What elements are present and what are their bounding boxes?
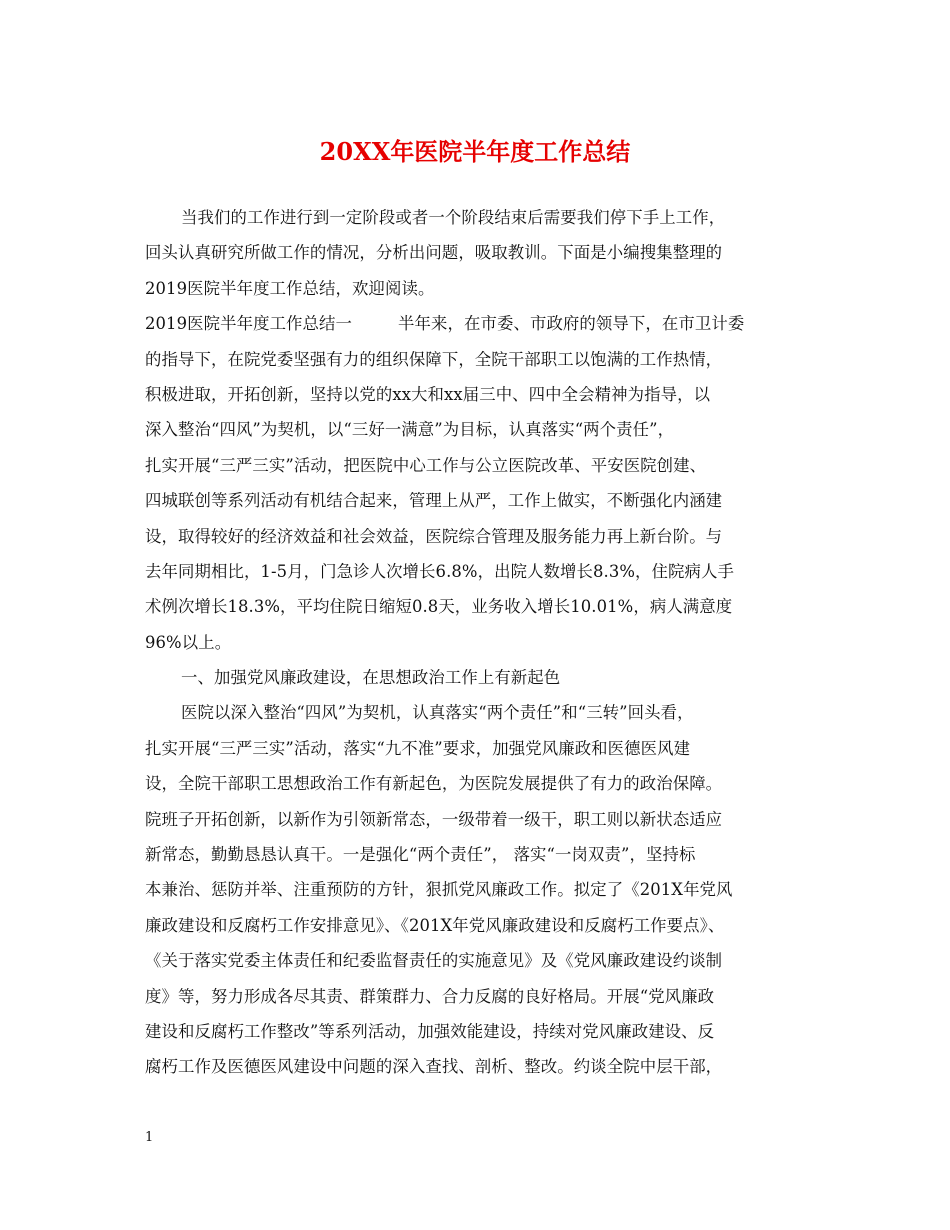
intro-line: 回头认真研究所做工作的情况，分析出问题，吸取教训。下面是小编搜集整理的 bbox=[145, 243, 723, 263]
summary-line: 96%以上。 bbox=[145, 632, 232, 652]
summary-line: 深入整治“四风”为契机，以“三好一满意”为目标，认真落实“两个责任”， bbox=[145, 420, 675, 440]
summary-line: 积极进取，开拓创新，坚持以党的xx大和xx届三中、四中全会精神为指导，以 bbox=[145, 384, 711, 404]
section-heading: 2019医院半年度工作总结一 bbox=[145, 314, 353, 334]
summary-line: 去年同期相比，1-5月，门急诊人次增长6.8%，出院人数增长8.3%，住院病人手 bbox=[145, 561, 735, 581]
summary-line: 术例次增长18.3%，平均住院日缩短0.8天，业务收入增长10.01%，病人满意度 bbox=[145, 597, 733, 617]
point-one-line: 医院以深入整治“四风”为契机，认真落实“两个责任”和“三转”回头看， bbox=[181, 703, 694, 723]
point-one-line: 度》等，努力形成各尽其责、群策群力、合力反腐的良好格局。开展“党风廉政 bbox=[145, 986, 715, 1006]
page-number: 1 bbox=[145, 1130, 154, 1145]
point-one-line: 院班子开拓创新，以新作为引领新常态，一级带着一级干，职工则以新状态适应 bbox=[145, 809, 723, 829]
point-one-line: 扎实开展“三严三实”活动，落实“九不准”要求，加强党风廉政和医德医风建 bbox=[145, 738, 691, 758]
point-one-line: 《关于落实党委主体责任和纪委监督责任的实施意见》及《党风廉政建设约谈制 bbox=[145, 951, 723, 971]
point-one-line: 本兼治、惩防并举、注重预防的方针，狠抓党风廉政工作。拟定了《201X年党风 bbox=[145, 880, 733, 900]
point-one-line: 腐朽工作及医德医风建设中问题的深入查找、剖析、整改。约谈全院中层干部， bbox=[145, 1057, 723, 1077]
point-one-line: 新常态，勤勤恳恳认真干。一是强化“两个责任”， 落实“一岗双责”，坚持标 bbox=[145, 845, 696, 865]
summary-line: 的指导下，在院党委坚强有力的组织保障下，全院干部职工以饱满的工作热情， bbox=[145, 349, 723, 369]
summary-text: 半年来，在市委、市政府的领导下，在市卫计委 bbox=[398, 314, 745, 334]
point-one-line: 设，全院干部职工思想政治工作有新起色，为医院发展提供了有力的政治保障。 bbox=[145, 774, 723, 794]
point-one-heading: 一、加强党风廉政建设，在思想政治工作上有新起色 bbox=[181, 668, 561, 688]
summary-line: 设，取得较好的经济效益和社会效益，医院综合管理及服务能力再上新台阶。与 bbox=[145, 526, 723, 546]
intro-line: 当我们的工作进行到一定阶段或者一个阶段结束后需要我们停下手上工作， bbox=[181, 208, 726, 227]
point-one-line: 建设和反腐朽工作整改”等系列活动，加强效能建设，持续对党风廉政建设、反 bbox=[145, 1021, 715, 1041]
summary-line: 四城联创等系列活动有机结合起来，管理上从严，工作上做实，不断强化内涵建 bbox=[145, 491, 723, 511]
point-one-line: 廉政建设和反腐朽工作安排意见》、《201X年党风廉政建设和反腐朽工作要点》、 bbox=[145, 915, 725, 935]
summary-first-line bbox=[145, 306, 815, 341]
document-body bbox=[145, 200, 815, 1085]
document-title: 20XX年医院半年度工作总结 bbox=[319, 137, 631, 166]
summary-line: 扎实开展“三严三实”活动，把医院中心工作与公立医院改革、平安医院创建、 bbox=[145, 455, 707, 475]
intro-line: 2019医院半年度工作总结，欢迎阅读。 bbox=[145, 278, 435, 298]
